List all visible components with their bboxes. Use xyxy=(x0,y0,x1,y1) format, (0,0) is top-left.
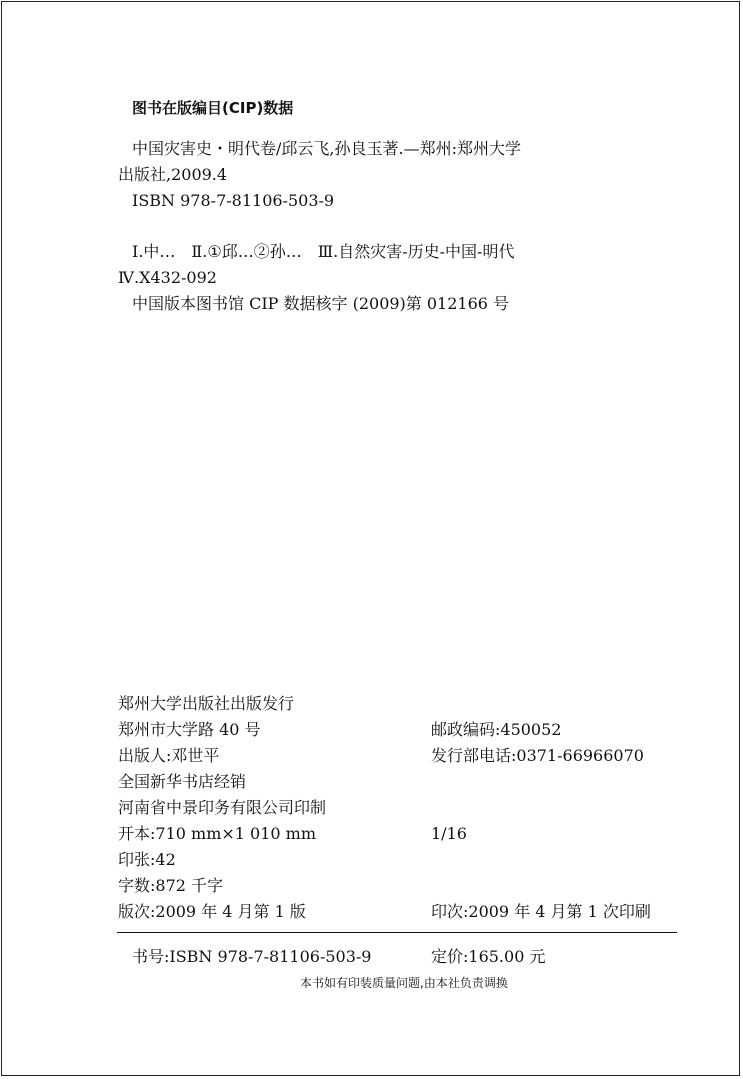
cip-line-1: 中国灾害史・明代卷/邱云飞,孙良玉著.—郑州:郑州大学 xyxy=(132,139,521,158)
colophon-publisher: 郑州大学出版社出版发行 xyxy=(118,694,295,713)
colophon-word-count: 字数:872 千字 xyxy=(118,876,224,895)
colophon-postcode: 邮政编码:450052 xyxy=(431,720,562,739)
cip-isbn: ISBN 978-7-81106-503-9 xyxy=(132,191,335,210)
cip-classification-1: Ⅰ.中… Ⅱ.①邱…②孙… Ⅲ.自然灾害-历史-中国-明代 xyxy=(132,242,515,261)
colophon-edition: 版次:2009 年 4 月第 1 版 xyxy=(118,902,306,921)
colophon-printing: 印次:2009 年 4 月第 1 次印刷 xyxy=(431,902,651,921)
colophon-format-fraction: 1/16 xyxy=(431,824,467,843)
cip-line-2: 出版社,2009.4 xyxy=(118,165,228,184)
footer-price: 定价:165.00 元 xyxy=(431,947,546,966)
colophon-sheets: 印张:42 xyxy=(118,850,176,869)
colophon-format: 开本:710 mm×1 010 mm xyxy=(118,824,317,843)
colophon-address: 郑州市大学路 40 号 xyxy=(118,720,261,739)
colophon-phone: 发行部电话:0371-66966070 xyxy=(431,746,644,765)
colophon-distributor: 全国新华书店经销 xyxy=(118,772,247,791)
footer-rule xyxy=(117,932,677,933)
footer-notice: 本书如有印装质量问题,由本社负责调换 xyxy=(300,976,508,990)
colophon-publisher-person: 出版人:邓世平 xyxy=(118,746,220,765)
colophon-printer: 河南省中景印务有限公司印制 xyxy=(118,798,327,817)
cip-classification-2: Ⅳ.X432-092 xyxy=(118,268,217,287)
footer-isbn: 书号:ISBN 978-7-81106-503-9 xyxy=(132,947,372,966)
cip-title: 图书在版编目(CIP)数据 xyxy=(132,99,294,117)
cip-verification: 中国版本图书馆 CIP 数据核字 (2009)第 012166 号 xyxy=(132,294,510,313)
